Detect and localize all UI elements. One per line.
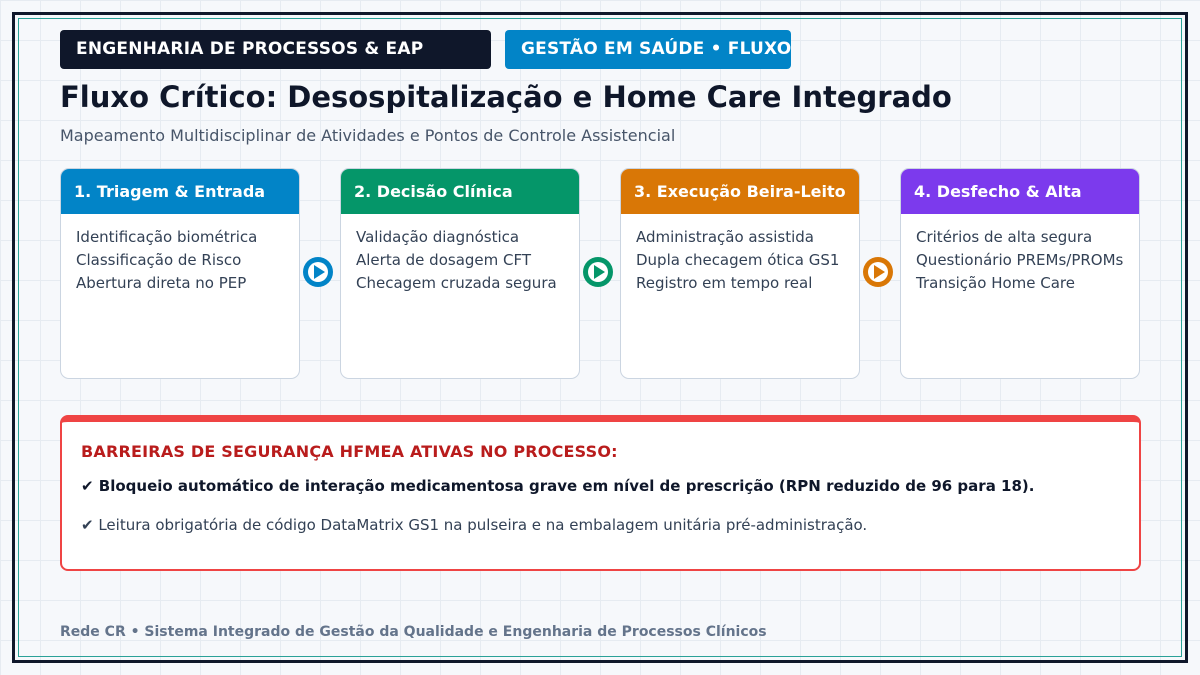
- barriers-title: BARREIRAS DE SEGURANÇA HFMEA ATIVAS NO PROCESSO:: [81, 442, 618, 461]
- step-activity: Registro em tempo real: [636, 274, 813, 292]
- step-activity: Questionário PREMs/PROMs: [916, 251, 1124, 269]
- step-activity: Administração assistida: [636, 228, 814, 246]
- step-activity: Checagem cruzada segura: [356, 274, 557, 292]
- step-card-triage: [60, 168, 300, 379]
- barrier-item: ✔ Leitura obrigatória de código DataMatrix GS1 na pulseira e na embalagem unitária pré-administração.: [81, 516, 868, 534]
- step-header: 2. Decisão Clínica: [341, 169, 579, 214]
- page-subtitle: Mapeamento Multidisciplinar de Atividades e Pontos de Controle Assistencial: [60, 126, 676, 145]
- step-header: 1. Triagem & Entrada: [61, 169, 299, 214]
- barrier-item: ✔ Bloqueio automático de interação medicamentosa grave em nível de prescrição (RPN reduzido de 96 para 18).: [81, 477, 1035, 495]
- step-card-clinical-decision: [340, 168, 580, 379]
- category-tag-process-engineering: ENGENHARIA DE PROCESSOS & EAP: [60, 30, 491, 69]
- step-header: 4. Desfecho & Alta: [901, 169, 1139, 214]
- step-card-bedside-execution: [620, 168, 860, 379]
- step-activity: Classificação de Risco: [76, 251, 242, 269]
- safety-barriers-panel: [60, 415, 1141, 571]
- step-activity: Critérios de alta segura: [916, 228, 1093, 246]
- play-arrow-icon: [583, 257, 613, 287]
- step-activity: Identificação biométrica: [76, 228, 258, 246]
- step-activity: Validação diagnóstica: [356, 228, 520, 246]
- page-title: Fluxo Crítico: Desospitalização e Home Care Integrado: [60, 80, 952, 114]
- step-activity: Dupla checagem ótica GS1: [636, 251, 840, 269]
- step-card-discharge: [900, 168, 1140, 379]
- step-header: 3. Execução Beira-Leito: [621, 169, 859, 214]
- category-tag-health-management: GESTÃO EM SAÚDE • FLUXO: [505, 30, 791, 69]
- step-activity: Abertura direta no PEP: [76, 274, 247, 292]
- step-activity: Transição Home Care: [916, 274, 1075, 292]
- footer-credit: Rede CR • Sistema Integrado de Gestão da Qualidade e Engenharia de Processos Clínicos: [60, 624, 767, 640]
- step-activity: Alerta de dosagem CFT: [356, 251, 532, 269]
- play-arrow-icon: [863, 257, 893, 287]
- play-arrow-icon: [303, 257, 333, 287]
